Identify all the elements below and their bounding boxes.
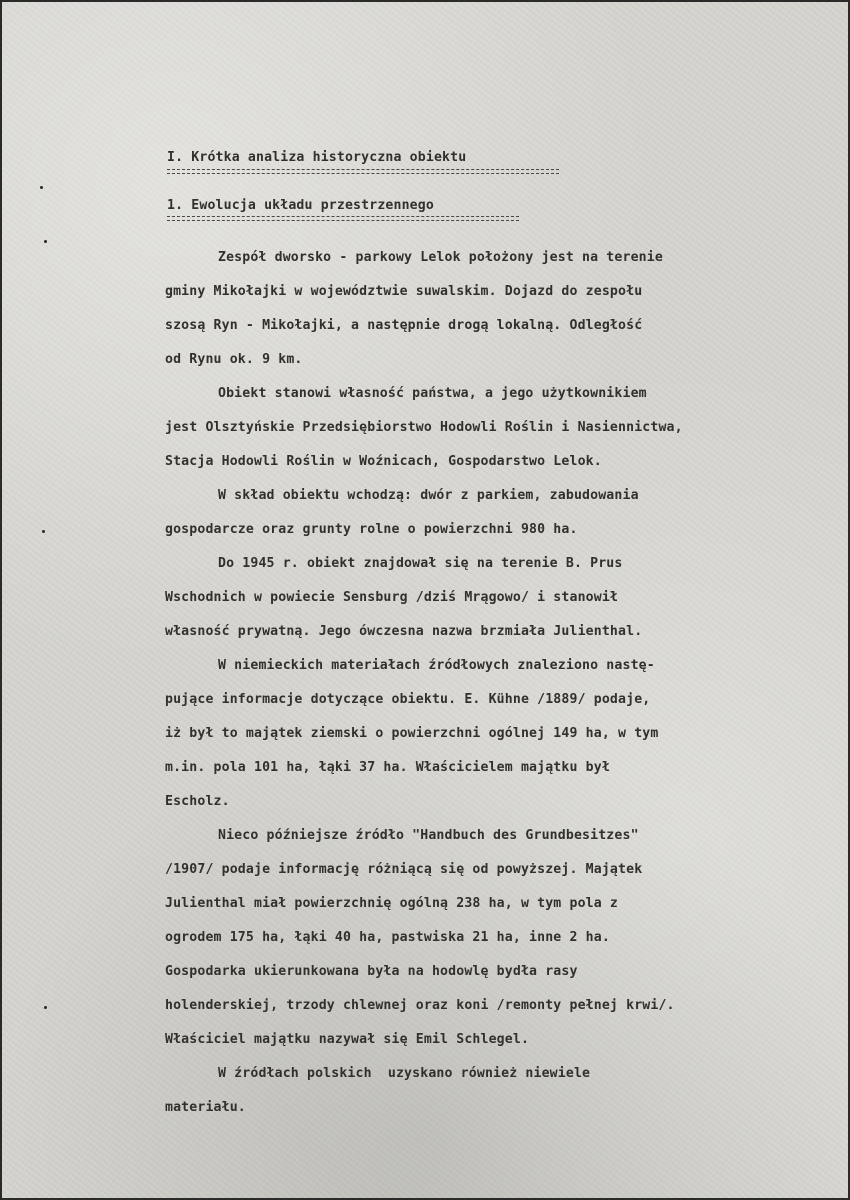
section-heading-underline	[167, 169, 559, 174]
body-line: ogrodem 175 ha, łąki 40 ha, pastwiska 21 ha, inne 2 ha.	[165, 930, 610, 945]
subsection-heading: 1. Ewolucja układu przestrzennego	[167, 198, 434, 213]
binding-hole-mark	[44, 1006, 47, 1009]
body-line: holenderskiej, trzody chlewnej oraz koni /remonty pełnej krwi/.	[165, 998, 675, 1013]
body-line: Gospodarka ukierunkowana była na hodowlę bydła rasy	[165, 964, 578, 979]
body-line: m.in. pola 101 ha, łąki 37 ha. Właścicielem majątku był	[165, 760, 610, 775]
body-line: Escholz.	[165, 794, 230, 809]
body-line: gospodarcze oraz grunty rolne o powierzchni 980 ha.	[165, 522, 578, 537]
body-line: Do 1945 r. obiekt znajdował się na terenie B. Prus	[218, 556, 623, 571]
body-line: W skład obiektu wchodzą: dwór z parkiem, zabudowania	[218, 488, 639, 503]
body-line: W źródłach polskich uzyskano również niewiele	[218, 1066, 591, 1081]
body-line: własność prywatną. Jego ówczesna nazwa brzmiała Julienthal.	[165, 624, 643, 639]
body-line: jest Olsztyńskie Przedsiębiorstwo Hodowli Roślin i Nasiennictwa,	[165, 420, 683, 435]
body-line: Właściciel majątku nazywał się Emil Schlegel.	[165, 1032, 530, 1047]
body-line: od Rynu ok. 9 km.	[165, 352, 303, 367]
section-heading: I. Krótka analiza historyczna obiektu	[167, 150, 467, 165]
body-line: /1907/ podaje informację różniącą się od powyższej. Majątek	[165, 862, 643, 877]
subsection-heading-underline	[167, 216, 519, 221]
body-line: materiału.	[165, 1100, 246, 1115]
body-line: pujące informacje dotyczące obiektu. E. Kühne /1889/ podaje,	[165, 692, 651, 707]
body-line: Obiekt stanowi własność państwa, a jego użytkownikiem	[218, 386, 647, 401]
body-line: Nieco późniejsze źródło "Handbuch des Grundbesitzes"	[218, 828, 639, 843]
body-line: Zespół dworsko - parkowy Lelok położony jest na terenie	[218, 250, 663, 265]
body-line: W niemieckich materiałach źródłowych znaleziono nastę-	[218, 658, 655, 673]
body-line: Wschodnich w powiecie Sensburg /dziś Mrągowo/ i stanowił	[165, 590, 619, 605]
body-line: gminy Mikołajki w województwie suwalskim. Dojazd do zespołu	[165, 284, 643, 299]
body-line: iż był to majątek ziemski o powierzchni ogólnej 149 ha, w tym	[165, 726, 659, 741]
body-line: Julienthal miał powierzchnię ogólną 238 ha, w tym pola z	[165, 896, 619, 911]
document-body	[2, 2, 850, 1115]
body-line: Stacja Hodowli Roślin w Woźnicach, Gospodarstwo Lelok.	[165, 454, 602, 469]
body-line: szosą Ryn - Mikołajki, a następnie drogą lokalną. Odległość	[165, 318, 643, 333]
